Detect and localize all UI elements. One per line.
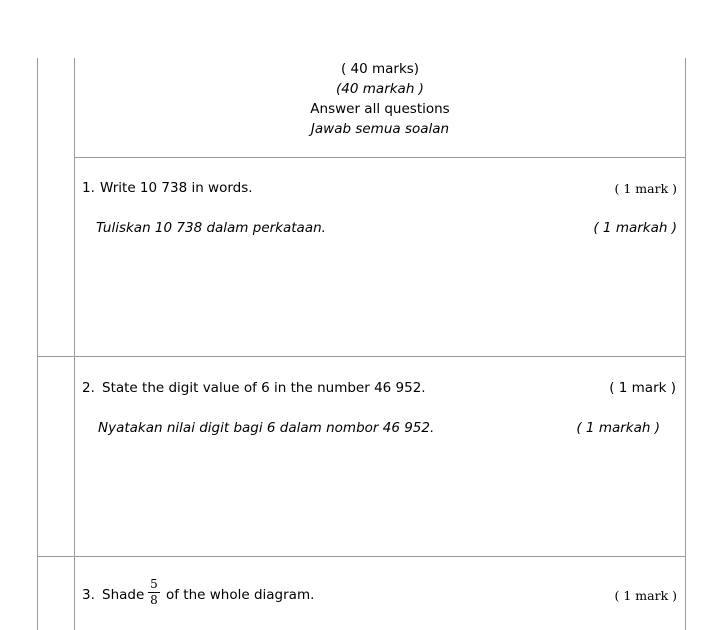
question-3-number: 3. [82,587,95,603]
question-1-number: 1. [82,180,95,196]
total-marks-ms: (40 markah ) [336,81,424,97]
left-margin-border [37,58,38,630]
right-border [685,58,686,630]
question-2-divider [37,556,686,557]
question-1-text-en: Write 10 738 in words. [100,180,253,196]
fraction-denominator: 8 [150,593,158,607]
instruction-ms: Jawab semua soalan [310,121,450,137]
question-2-mark-ms: ( 1 markah ) [576,420,660,436]
question-column-border [74,58,75,630]
question-1-mark-ms: ( 1 markah ) [593,220,677,236]
question-2-text-en: State the digit value of 6 in the number 46 952. [102,380,426,396]
question-3-text-after: of the whole diagram. [166,587,315,603]
question-2-number: 2. [82,380,95,396]
question-2-text-ms: Nyatakan nilai digit bagi 6 dalam nombor 46 952. [98,420,435,436]
header-divider [74,157,686,158]
total-marks-en: ( 40 marks) [340,61,420,77]
question-3-mark-en: ( 1 mark ) [614,588,677,603]
question-1-divider [37,356,686,357]
fraction-five-eighths [148,578,160,607]
question-1-mark-en: ( 1 mark ) [614,181,677,196]
question-3-text-before: Shade [102,587,145,603]
question-1-text-ms: Tuliskan 10 738 dalam perkataan. [96,220,326,236]
instruction-en: Answer all questions [310,101,450,117]
question-2-mark-en: ( 1 mark ) [609,380,676,396]
fraction-numerator: 5 [150,577,158,591]
